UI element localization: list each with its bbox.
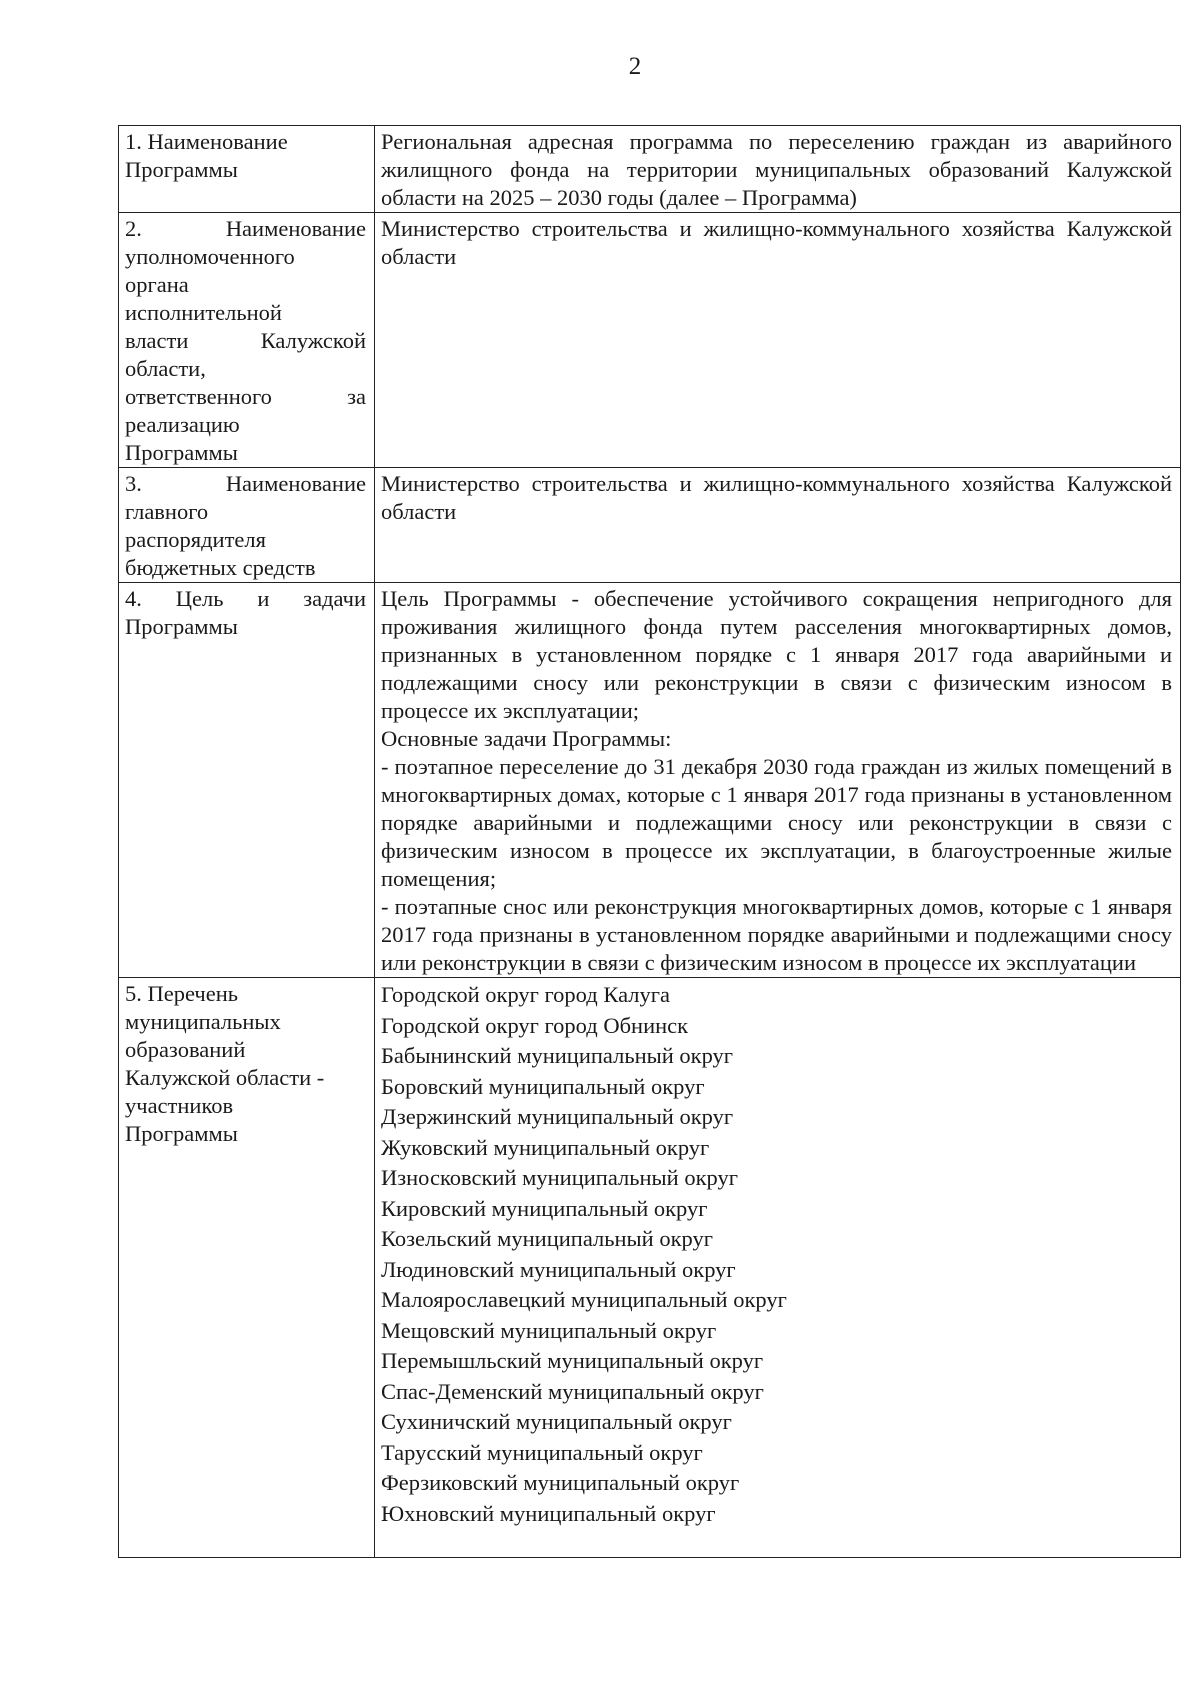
list-item: Жуковский муниципальный округ	[381, 1134, 710, 1160]
list-item: Боровский муниципальный округ	[381, 1073, 705, 1099]
value-paragraph: Министерство строительства и жилищно-коммунального хозяйства Калужской области	[381, 471, 1172, 524]
label-line: 5. Перечень	[125, 981, 239, 1006]
label-line: бюджетных средств	[125, 555, 316, 580]
list-item: Бабынинский муниципальный округ	[381, 1043, 734, 1068]
list-item: Людиновский муниципальный округ	[381, 1256, 736, 1282]
row-label-cell	[119, 126, 375, 213]
table-row	[119, 583, 1181, 978]
value-paragraph: Региональная адресная программа по переселению граждан из аварийного жилищного фонда на территории муниципальных образований Калужской области на 2025 – 2030 годы (далее – Программа)	[381, 129, 1172, 210]
label-line: 3. Наименование	[125, 471, 366, 496]
label-line: Программы	[125, 614, 238, 639]
list-item: Тарусский муниципальный округ	[381, 1439, 703, 1465]
label-line: Программы	[125, 440, 238, 465]
label-line: 4. Цель и задачи	[125, 586, 366, 611]
label-line: Калужской области -	[125, 1065, 325, 1090]
municipality-list	[381, 980, 1172, 1557]
list-item: Малоярославецкий муниципальный округ	[381, 1287, 787, 1312]
list-item: Перемышльский муниципальный округ	[381, 1348, 764, 1373]
table-body	[119, 126, 1181, 1558]
row-label-cell	[119, 583, 375, 978]
row-value-cell	[375, 213, 1181, 468]
value-paragraph: - поэтапное переселение до 31 декабря 2030 года граждан из жилых помещений в многоквартирных домах, которые с 1 января 2017 года признаны в установленном порядке аварийными и подлежащими сносу или реконструкции в связи с физическим износом в процессе их эксплуатации, в благоустроенные жилые помещения;	[381, 754, 1172, 891]
row-value-cell	[375, 583, 1181, 978]
table-row	[119, 468, 1181, 583]
program-passport-table	[118, 125, 1181, 1558]
value-paragraph: - поэтапные снос или реконструкция многоквартирных домов, которые с 1 января 2017 года признаны в установленном порядке аварийными и подлежащими сносу или реконструкции в связи с физическим износом в процессе их эксплуатации	[381, 894, 1172, 975]
row-value-cell	[375, 126, 1181, 213]
row-label-cell	[119, 213, 375, 468]
label-line: органа	[125, 272, 189, 297]
label-line: области,	[125, 356, 206, 381]
list-item: Износковский муниципальный округ	[381, 1165, 738, 1190]
value-paragraph: Основные задачи Программы:	[381, 726, 672, 751]
label-line: уполномоченного	[125, 244, 295, 269]
label-line: реализацию	[125, 412, 240, 437]
list-item: Сухиничский муниципальный округ	[381, 1409, 732, 1434]
list-item: Ферзиковский муниципальный округ	[381, 1470, 740, 1495]
label-line: Программы	[125, 157, 238, 182]
list-item: Городской округ город Калуга	[381, 982, 670, 1007]
label-line: распорядителя	[125, 527, 266, 552]
label-line: муниципальных	[125, 1009, 281, 1034]
row-value-cell	[375, 468, 1181, 583]
list-item: Дзержинский муниципальный округ	[381, 1104, 734, 1129]
value-paragraph: Министерство строительства и жилищно-коммунального хозяйства Калужской области	[381, 216, 1172, 269]
list-item: Городской округ город Обнинск	[381, 1012, 689, 1038]
table-row	[119, 213, 1181, 468]
label-line: власти Калужской	[125, 328, 366, 353]
label-line: 1. Наименование	[125, 129, 288, 154]
value-paragraph: Цель Программы - обеспечение устойчивого сокращения непригодного для проживания жилищного фонда путем расселения многоквартирных домов, признанных в установленном порядке с 1 января 2017 года аварийными и подлежащими сносу или реконструкции в связи с физическим износом в процессе их эксплуатации;	[381, 586, 1172, 723]
list-item: Спас-Деменский муниципальный округ	[381, 1378, 764, 1404]
label-line: главного	[125, 499, 209, 524]
label-line: образований	[125, 1037, 246, 1062]
list-item: Козельский муниципальный округ	[381, 1226, 713, 1251]
label-line: участников	[125, 1093, 234, 1118]
row-value-cell	[375, 978, 1181, 1558]
label-line: Программы	[125, 1121, 238, 1146]
list-item: Юхновский муниципальный округ	[381, 1500, 716, 1526]
table-row	[119, 126, 1181, 213]
page-number: 2	[628, 53, 642, 80]
list-item: Мещовский муниципальный округ	[381, 1317, 717, 1343]
label-line: исполнительной	[125, 300, 282, 325]
label-line: ответственного за	[125, 384, 366, 409]
row-label-cell	[119, 468, 375, 583]
label-line: 2. Наименование	[125, 216, 366, 241]
table-row	[119, 978, 1181, 1558]
row-label-cell	[119, 978, 375, 1558]
list-item: Кировский муниципальный округ	[381, 1195, 708, 1221]
